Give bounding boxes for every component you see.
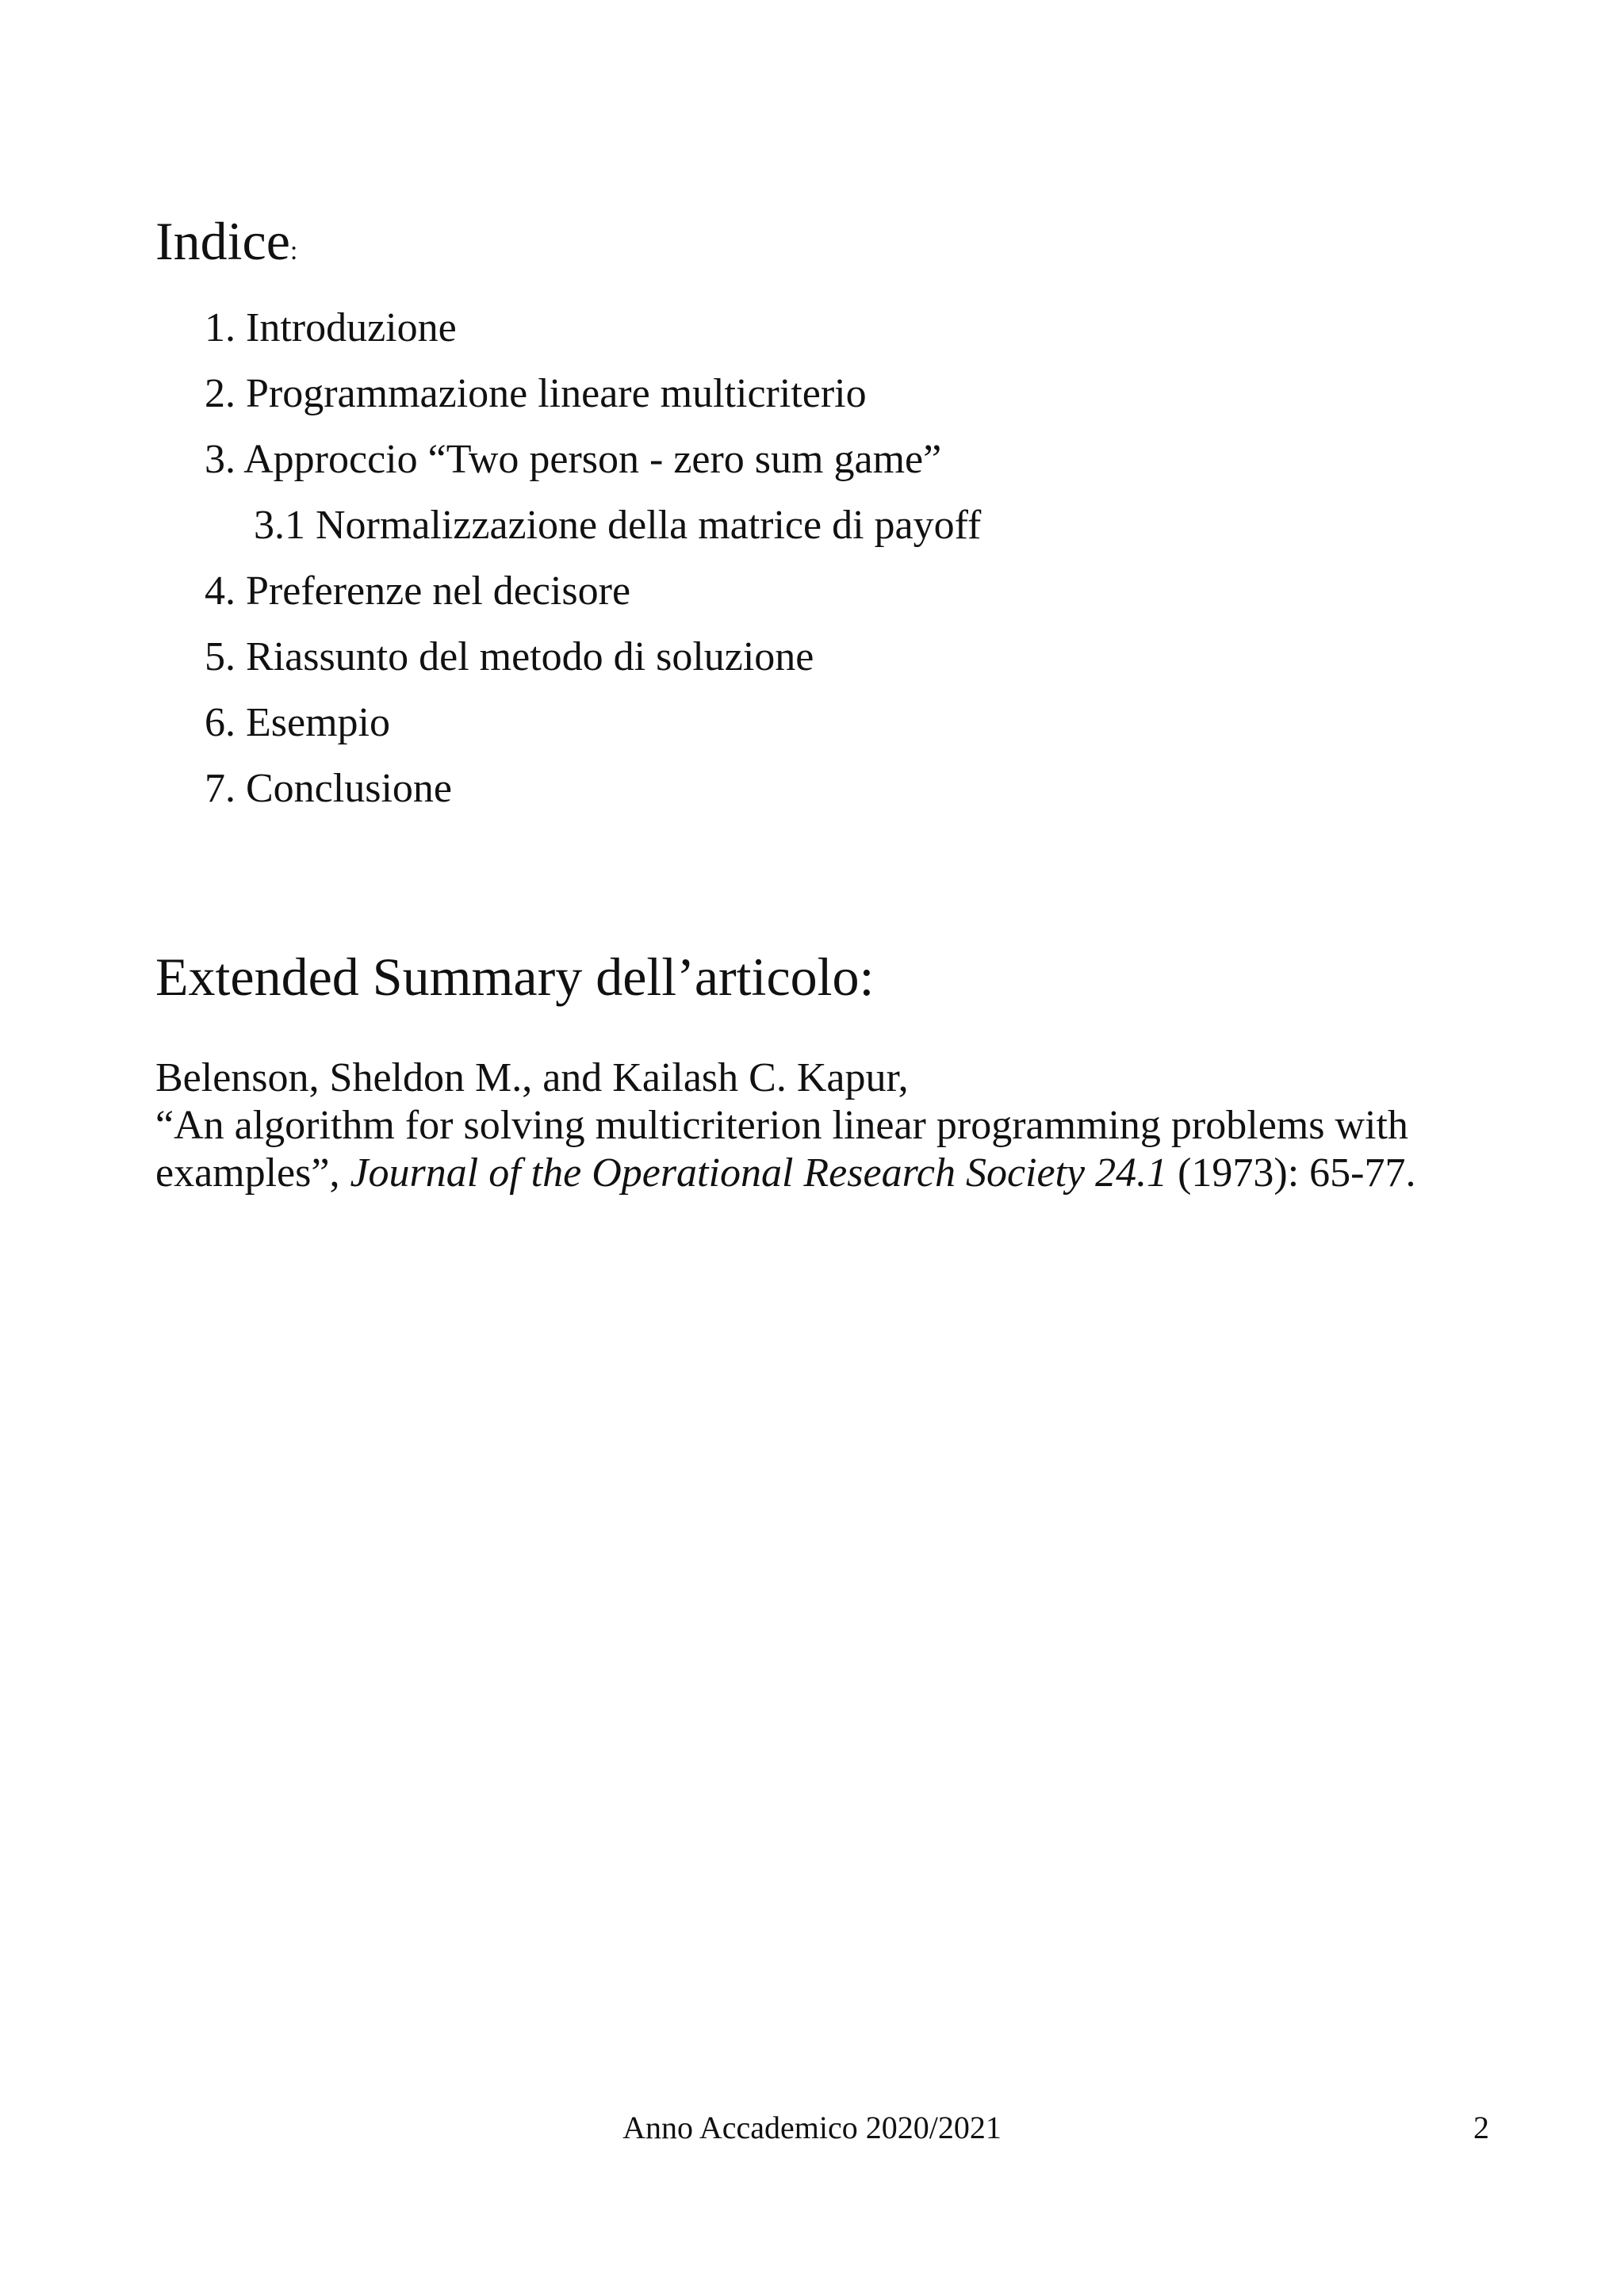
table-of-contents — [205, 295, 981, 821]
index-title-colon: : — [289, 236, 298, 266]
citation-source — [155, 1150, 1416, 1197]
toc-item-esempio: 6. Esempio — [205, 700, 390, 745]
citation-authors: Belenson, Sheldon M., and Kailash C. Kapur, — [155, 1055, 909, 1100]
citation-year-pages: (1973): 65-77. — [1167, 1150, 1416, 1196]
toc-subitem-normalizzazione: 3.1 Normalizzazione della matrice di payoff — [254, 503, 982, 548]
footer-page-number: 2 — [1473, 2110, 1489, 2145]
citation-title-end: examples”, — [155, 1150, 350, 1196]
toc-item-riassunto: 5. Riassunto del metodo di soluzione — [205, 634, 814, 679]
summary-heading: Extended Summary dell’articolo: — [155, 947, 875, 1007]
toc-item-approccio-two-person: 3. Approccio “Two person - zero sum game” — [205, 437, 942, 482]
toc-item-preferenze: 4. Preferenze nel decisore — [205, 568, 631, 614]
citation-title: “An algorithm for solving multicriterion linear programming problems with — [155, 1103, 1408, 1148]
toc-item-introduzione: 1. Introduzione — [205, 305, 457, 350]
index-title: Indice — [155, 211, 290, 271]
toc-item-programmazione-lineare: 2. Programmazione lineare multicriterio — [205, 371, 867, 416]
citation-journal: Journal of the Operational Research Society 24.1 — [350, 1150, 1168, 1196]
toc-item-conclusione: 7. Conclusione — [205, 766, 452, 811]
citation — [155, 1054, 1416, 1197]
index-heading — [155, 211, 298, 271]
footer-academic-year: Anno Accademico 2020/2021 — [622, 2110, 1002, 2145]
